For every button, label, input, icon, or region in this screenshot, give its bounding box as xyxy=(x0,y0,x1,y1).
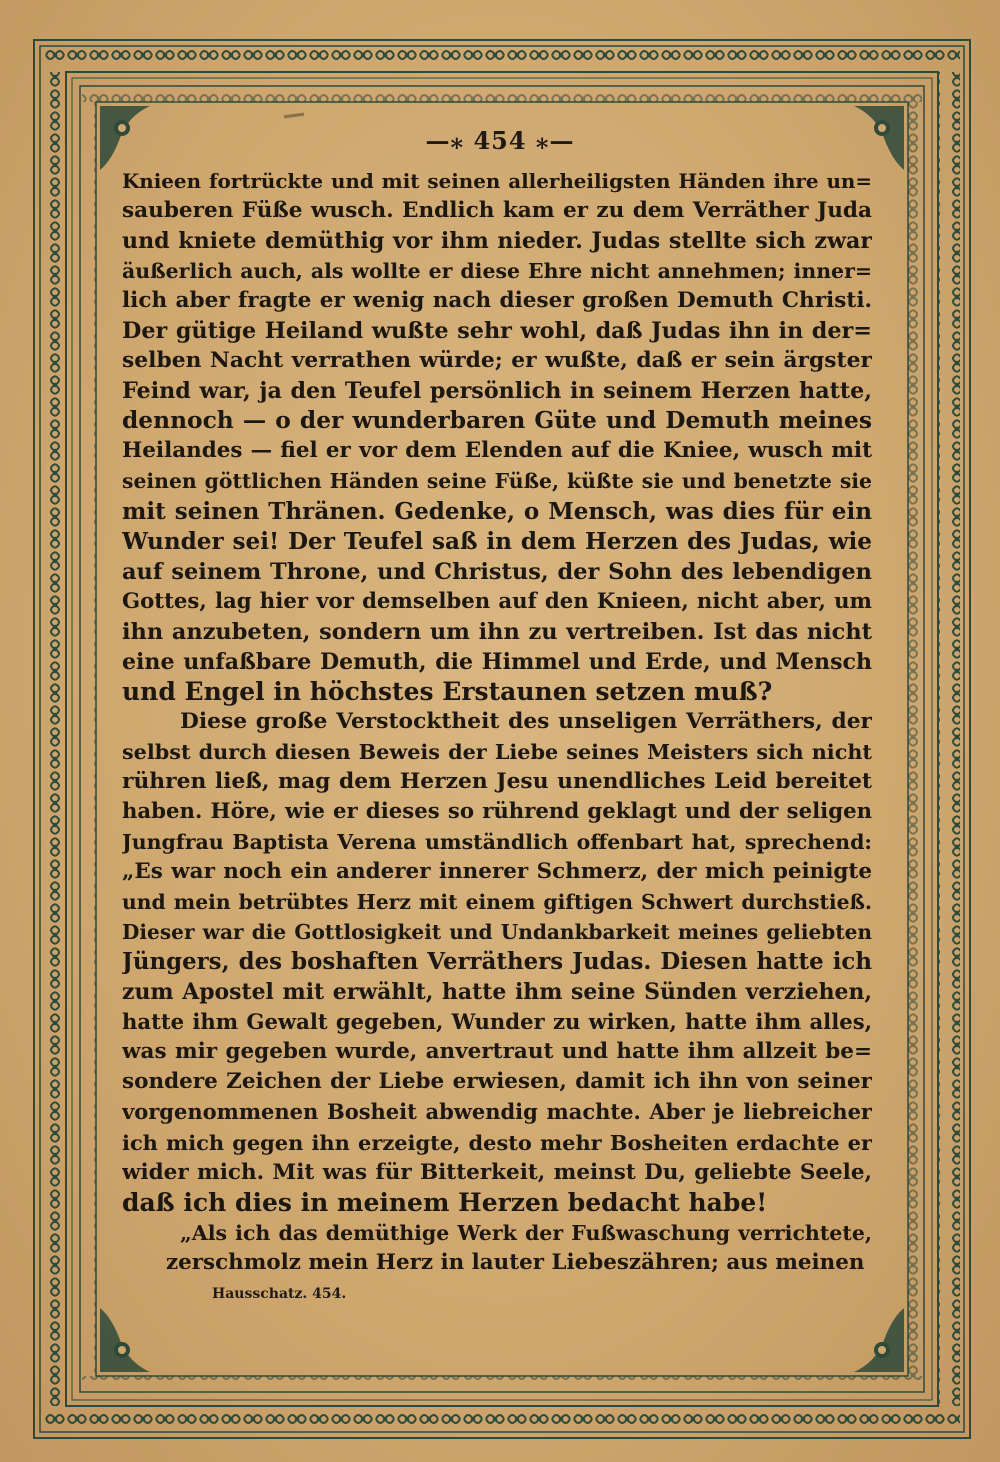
text-line: seinen göttlichen Händen seine Füße, küßte sie und benetzte sie xyxy=(122,469,872,494)
page-number: —⁎ 454 ⁎— xyxy=(425,126,575,155)
text-line: Heilandes — fiel er vor dem Elenden auf die Kniee, wusch mit xyxy=(122,438,872,464)
text-line: lich aber fragte er wenig nach dieser großen Demuth Christi. xyxy=(122,288,872,314)
text-line: auf seinem Throne, und Christus, der Sohn des lebendigen xyxy=(122,558,872,585)
text-line: Dieser war die Gottlosigkeit und Undankbarkeit meines geliebten xyxy=(122,920,872,945)
text-line: sauberen Füße wusch. Endlich kam er zu dem Verräther Juda xyxy=(122,198,872,224)
text-line: „Als ich das demüthige Werk der Fußwaschung verrichtete, xyxy=(180,1220,872,1245)
text-line: dennoch — o der wunderbaren Güte und Demuth meines xyxy=(122,407,872,435)
text-line: zum Apostel mit erwählt, hatte ihm seine Sünden verziehen, xyxy=(122,979,872,1006)
text-line: selben Nacht verrathen würde; er wußte, daß er sein ärgster xyxy=(122,348,872,374)
text-line: zerschmolz mein Herz in lauter Liebeszähren; aus meinen xyxy=(166,1249,865,1275)
text-line: vorgenommenen Bosheit abwendig machte. Aber je liebreicher xyxy=(122,1099,872,1125)
text-line: was mir gegeben wurde, anvertraut und hatte ihm allzeit be= xyxy=(122,1039,872,1065)
text-line: Knieen fortrückte und mit seinen allerheiligsten Händen ihre un= xyxy=(122,169,872,193)
text-line: mit seinen Thränen. Gedenke, o Mensch, was dies für ein xyxy=(122,497,872,525)
text-line: Diese große Verstocktheit des unseligen Verräthers, der xyxy=(180,708,872,734)
corner-ornament-bottom-right xyxy=(854,1308,904,1372)
text-line: ihn anzubeten, sondern um ihn zu vertreiben. Ist das nicht xyxy=(122,618,872,645)
signature-mark: Hausschatz. 454. xyxy=(212,1286,347,1302)
text-line: eine unfaßbare Demuth, die Himmel und Erde, und Mensch xyxy=(122,648,872,675)
text-line: Der gütige Heiland wußte sehr wohl, daß Judas ihn in der= xyxy=(122,318,872,345)
text-line: und kniete demüthig vor ihm nieder. Judas stellte sich zwar xyxy=(122,228,872,255)
text-line: und mein betrübtes Herz mit einem giftigen Schwert durchstieß. xyxy=(122,890,872,915)
text-line: und Engel in höchstes Erstaunen setzen muß? xyxy=(122,676,773,706)
text-line: Feind war, ja den Teufel persönlich in seinem Herzen hatte, xyxy=(122,378,872,405)
text-line: rühren ließ, mag dem Herzen Jesu unendliches Leid bereitet xyxy=(122,768,872,794)
text-line: Wunder sei! Der Teufel saß in dem Herzen des Judas, wie xyxy=(122,527,872,555)
body-text xyxy=(122,166,872,1278)
text-line: haben. Höre, wie er dieses so rührend geklagt und der seligen xyxy=(122,798,872,824)
text-line: Jungfrau Baptista Verena umständlich offenbart hat, sprechend: xyxy=(122,830,872,855)
text-line: äußerlich auch, als wollte er diese Ehre nicht annehmen; inner= xyxy=(122,259,872,284)
text-line: daß ich dies in meinem Herzen bedacht habe! xyxy=(122,1187,768,1217)
text-line: Jüngers, des boshaften Verräthers Judas. Diesen hatte ich xyxy=(122,949,872,976)
text-line: wider mich. Mit was für Bitterkeit, meinst Du, geliebte Seele, xyxy=(122,1159,872,1185)
text-line: selbst durch diesen Beweis der Liebe seines Meisters sich nicht xyxy=(122,739,872,764)
text-line: Gottes, lag hier vor demselben auf den Knieen, nicht aber, um xyxy=(122,588,872,614)
corner-ornament-bottom-left xyxy=(100,1308,150,1372)
text-line: sondere Zeichen der Liebe erwiesen, damit ich ihn von seiner xyxy=(122,1069,872,1095)
text-line: „Es war noch ein anderer innerer Schmerz, der mich peinigte xyxy=(122,859,872,885)
text-line: ich mich gegen ihn erzeigte, desto mehr Bosheiten erdachte er xyxy=(122,1129,872,1155)
text-line: hatte ihm Gewalt gegeben, Wunder zu wirken, hatte ihm alles, xyxy=(122,1009,872,1035)
